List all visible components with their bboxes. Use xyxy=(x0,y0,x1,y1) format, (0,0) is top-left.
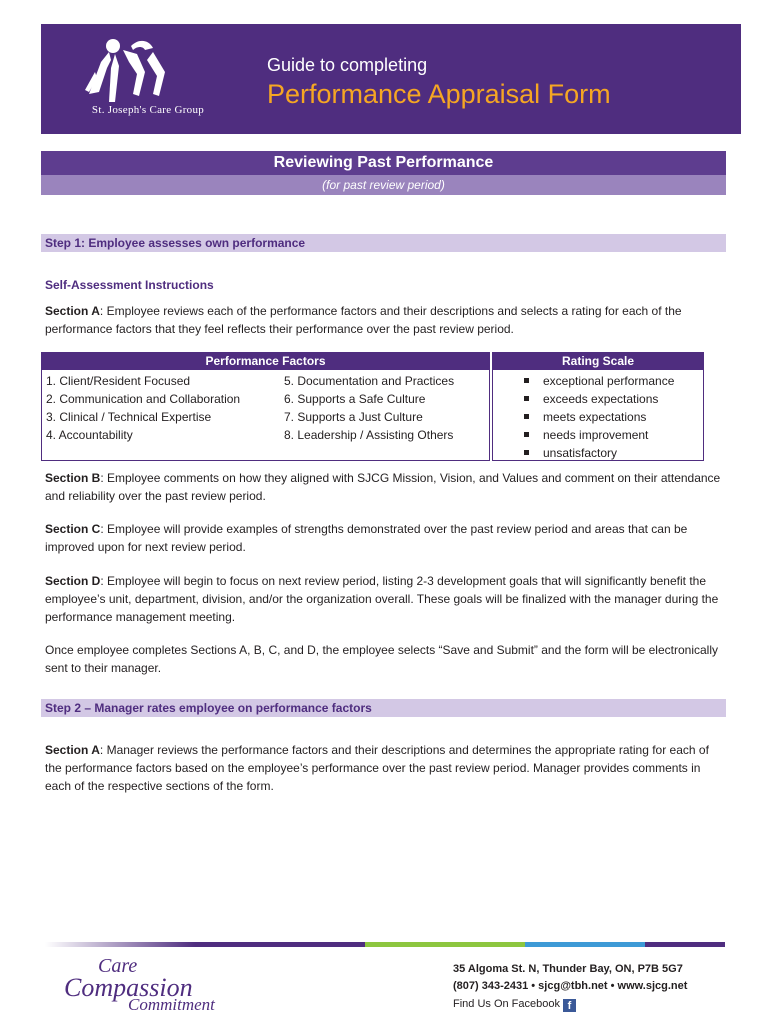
divider-segment xyxy=(645,942,725,947)
square-bullet-icon xyxy=(524,450,529,455)
square-bullet-icon xyxy=(524,432,529,437)
facebook-label: Find Us On Facebook xyxy=(453,998,560,1010)
section-d-text: : Employee will begin to focus on next review period, listing 2-3 development goals that will significantly benefit the employee’s unit, department, division, and/or the organization overall. These goals will be finalized with the manager during the performance management meeting. xyxy=(45,574,719,624)
footer-divider xyxy=(45,942,725,947)
section-b-text: : Employee comments on how they aligned with SJCG Mission, Vision, and Values and comment on their attendance and reliability over the past review period. xyxy=(45,471,721,503)
rating-item xyxy=(493,372,703,390)
logo-care: Care xyxy=(98,955,138,977)
section-subtitle: (for past review period) xyxy=(322,178,445,192)
step2-section-a xyxy=(45,741,725,795)
divider-segment xyxy=(45,942,195,947)
logo-commitment: Commitment xyxy=(128,995,215,1014)
rating-label: needs improvement xyxy=(543,428,649,442)
factors-header: Performance Factors xyxy=(41,352,490,370)
factor-item: 7. Supports a Just Culture xyxy=(284,410,423,424)
factor-item: 3. Clinical / Technical Expertise xyxy=(46,410,212,424)
step1-title: Step 1: Employee assesses own performance xyxy=(45,236,306,250)
rating-item xyxy=(493,426,703,444)
footer-contact: (807) 343-2431 • sjcg@tbh.net • www.sjcg.net xyxy=(453,980,688,992)
rating-label: exceptional performance xyxy=(543,374,675,388)
self-assessment-heading: Self-Assessment Instructions xyxy=(45,278,214,292)
section-a-text: : Employee reviews each of the performance factors and their descriptions and selects a rating for each of the performance factors that they feel reflects their performance over the past review period. xyxy=(45,304,682,336)
square-bullet-icon xyxy=(524,414,529,419)
factors-left-list xyxy=(46,372,240,444)
rating-item xyxy=(493,390,703,408)
factor-item: 8. Leadership / Assisting Others xyxy=(284,428,454,442)
divider-segment xyxy=(195,942,365,947)
square-bullet-icon xyxy=(524,396,529,401)
factors-right-list xyxy=(284,372,454,444)
step2-section-a-text: : Manager reviews the performance factors and their descriptions and determines the appropriate rating for each of the performance factors based on the employee’s performance over the past review period. Manager provides comments in each of the respective sections of the form. xyxy=(45,743,709,793)
step1-section-c xyxy=(45,520,725,556)
factor-item: 2. Communication and Collaboration xyxy=(46,392,241,406)
rating-header: Rating Scale xyxy=(492,352,704,370)
performance-factors-table xyxy=(41,352,704,462)
section-subtitle-bar xyxy=(41,175,726,195)
rating-item xyxy=(493,408,703,426)
care-compassion-commitment-logo xyxy=(62,955,262,1015)
section-a-label: Section A xyxy=(45,304,100,318)
section-c-label: Section C xyxy=(45,522,101,536)
step1-section-a xyxy=(45,302,725,338)
step1-closing: Once employee completes Sections A, B, C, and D, the employee selects “Save and Submit” and the form will be electronically sent to their manager. xyxy=(45,643,718,675)
guide-title: Performance Appraisal Form xyxy=(267,79,611,109)
guide-pretitle: Guide to completing xyxy=(267,55,428,75)
factor-item: 5. Documentation and Practices xyxy=(284,374,455,388)
step1-section-b xyxy=(45,469,725,505)
divider-segment xyxy=(525,942,645,947)
rating-cell xyxy=(492,370,704,461)
footer-address: 35 Algoma St. N, Thunder Bay, ON, P7B 5G7 xyxy=(453,963,683,975)
facebook-icon[interactable]: f xyxy=(563,999,576,1012)
step2-section-a-label: Section A xyxy=(45,743,100,757)
divider-segment xyxy=(365,942,525,947)
section-title-bar xyxy=(41,151,726,175)
rating-label: unsatisfactory xyxy=(543,446,618,460)
step1-section-d xyxy=(45,572,725,626)
rating-label: exceeds expectations xyxy=(543,392,659,406)
section-d-label: Section D xyxy=(45,574,101,588)
rating-label: meets expectations xyxy=(543,410,647,424)
factors-cell xyxy=(41,370,490,461)
section-title: Reviewing Past Performance xyxy=(273,154,494,171)
factor-item: 6. Supports a Safe Culture xyxy=(284,392,426,406)
step2-bar xyxy=(41,699,726,717)
section-b-label: Section B xyxy=(45,471,101,485)
rating-item xyxy=(493,444,703,462)
factor-item: 4. Accountability xyxy=(46,428,133,442)
step2-title: Step 2 – Manager rates employee on performance factors xyxy=(45,701,372,715)
header-banner xyxy=(41,24,741,134)
factor-item: 1. Client/Resident Focused xyxy=(46,374,191,388)
facebook-link[interactable] xyxy=(453,998,576,1012)
section-c-text: : Employee will provide examples of strengths demonstrated over the past review period and areas that can be improved upon for next review period. xyxy=(45,522,688,554)
square-bullet-icon xyxy=(524,378,529,383)
step1-bar xyxy=(41,234,726,252)
logo-compassion: Compassion xyxy=(64,973,193,1002)
rating-list xyxy=(493,372,703,462)
org-name: St. Joseph's Care Group xyxy=(91,104,205,116)
